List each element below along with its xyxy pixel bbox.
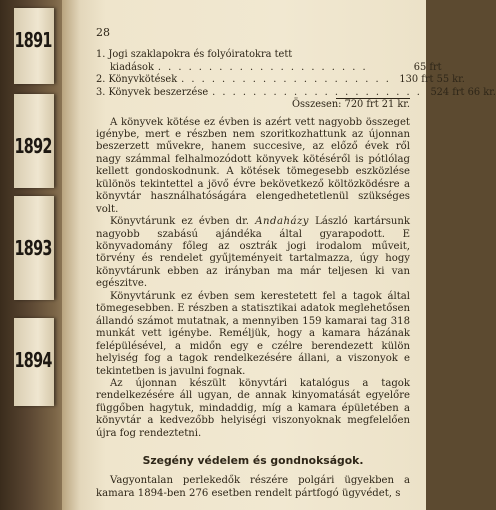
section-heading: Szegény védelem és gondnokságok.: [142, 454, 364, 468]
paragraph-body: László kartársunk nagyobb szabású ajándéka által gyarapodott. E könyvadomány főleg az osztrák jogi irodalom műveit, törvény és rendelet gyűjteményeit tartalmazza, úgy hogy könyvtárunk ebben az irányban ma már teljesen ki van egészitve.: [96, 216, 410, 290]
year-tab-label: 1893: [14, 236, 52, 260]
book-page: [62, 0, 496, 510]
donor-name: Andaházy: [255, 216, 309, 228]
budget-item: [96, 74, 465, 87]
paragraph-intro: Könyvtárunk ez évben dr.: [110, 216, 250, 228]
budget-item-amount: 524 frt 66 kr.: [430, 86, 496, 98]
year-tab-label: 1892: [14, 134, 52, 158]
paragraph: Könyvtárunk ez évben sem kerestetett fel a tagok által tömegesebben. E részben a statisztikai adatok meglehetősen állandó számot mutatnak, a mennyiben 159 kamarai tag 318 munkát vett igénybe. Reméljük, hogy a kamara házának felépülésével, a midőn egy e czélre berendezett külön helyiség fog a tagok rendelkezésére állani, a viszonyok e tekintetben is javulni fognak.: [96, 290, 410, 377]
budget-item-label: 1. Jogi szaklapokra és folyóiratokra tett: [96, 49, 293, 60]
budget-item-label: 2. Könyvkötések: [96, 74, 178, 85]
page-number: 28: [96, 26, 110, 39]
year-tab-1891[interactable]: [14, 8, 54, 84]
year-tab-1894[interactable]: [14, 318, 54, 406]
budget-item-label: kiadások: [110, 61, 154, 73]
paragraph: Az újonnan készült könyvtári katalógus a tagok rendelkezésére áll ugyan, de annak kinyomatását egyelőre függőben hagytuk, mindaddig, míg a kamara épületében a könyvtár a kedvezőbb helyiségi viszonyoknak megfelelően újra fog rendeztetni.: [96, 378, 410, 439]
sum-rule: [336, 98, 410, 99]
budget-item-amount: 65 frt: [413, 61, 442, 73]
year-tab-label: 1891: [14, 28, 52, 52]
paragraph: [96, 216, 410, 291]
budget-item-amount: 130 frt 55 kr.: [399, 74, 465, 85]
year-tab-1893[interactable]: [14, 196, 54, 300]
year-tab-1892[interactable]: [14, 94, 54, 188]
budget-item-continuation: [96, 61, 442, 75]
page-content: [96, 26, 496, 500]
leader-dots: . . . . . . . . . . . . . . . . . . . . .: [181, 74, 391, 85]
budget-total: [96, 99, 410, 112]
budget-item-label: 3. Könyvek beszerzése: [96, 86, 209, 98]
budget-list: [96, 49, 496, 112]
year-tab-label: 1894: [14, 348, 52, 372]
paragraph: A könyvek kötése ez évben is azért vett nagyobb összeget igénybe, mert e részben nem szoritkozhattunk az újonnan beszerzett művekre, hanem succesive, az előző évek ről nagy számmal felhalmozódott könyvek kötéséről is pótlólag kellett gondoskodnunk. A kötések tömegesebb eszközlése különös tekintettel a jövő évre bekövetkező költözködésre a könyvtár használhatóságára elengedhetetlenül szükséges volt.: [96, 116, 410, 215]
leader-dots: . . . . . . . . . . . . . . . . . . . . .: [157, 61, 368, 73]
budget-item: [96, 49, 410, 62]
paragraph: Vagyontalan perlekedők részére polgári ügyekben a kamara 1894-ben 276 esetben rendelt pártfogó ügyvédet, s: [96, 475, 410, 499]
leader-dots: . . . . . . . . . . . . . . . . . . . . .: [212, 86, 422, 98]
budget-total-text: Összesen: 720 frt 21 kr.: [291, 99, 410, 110]
